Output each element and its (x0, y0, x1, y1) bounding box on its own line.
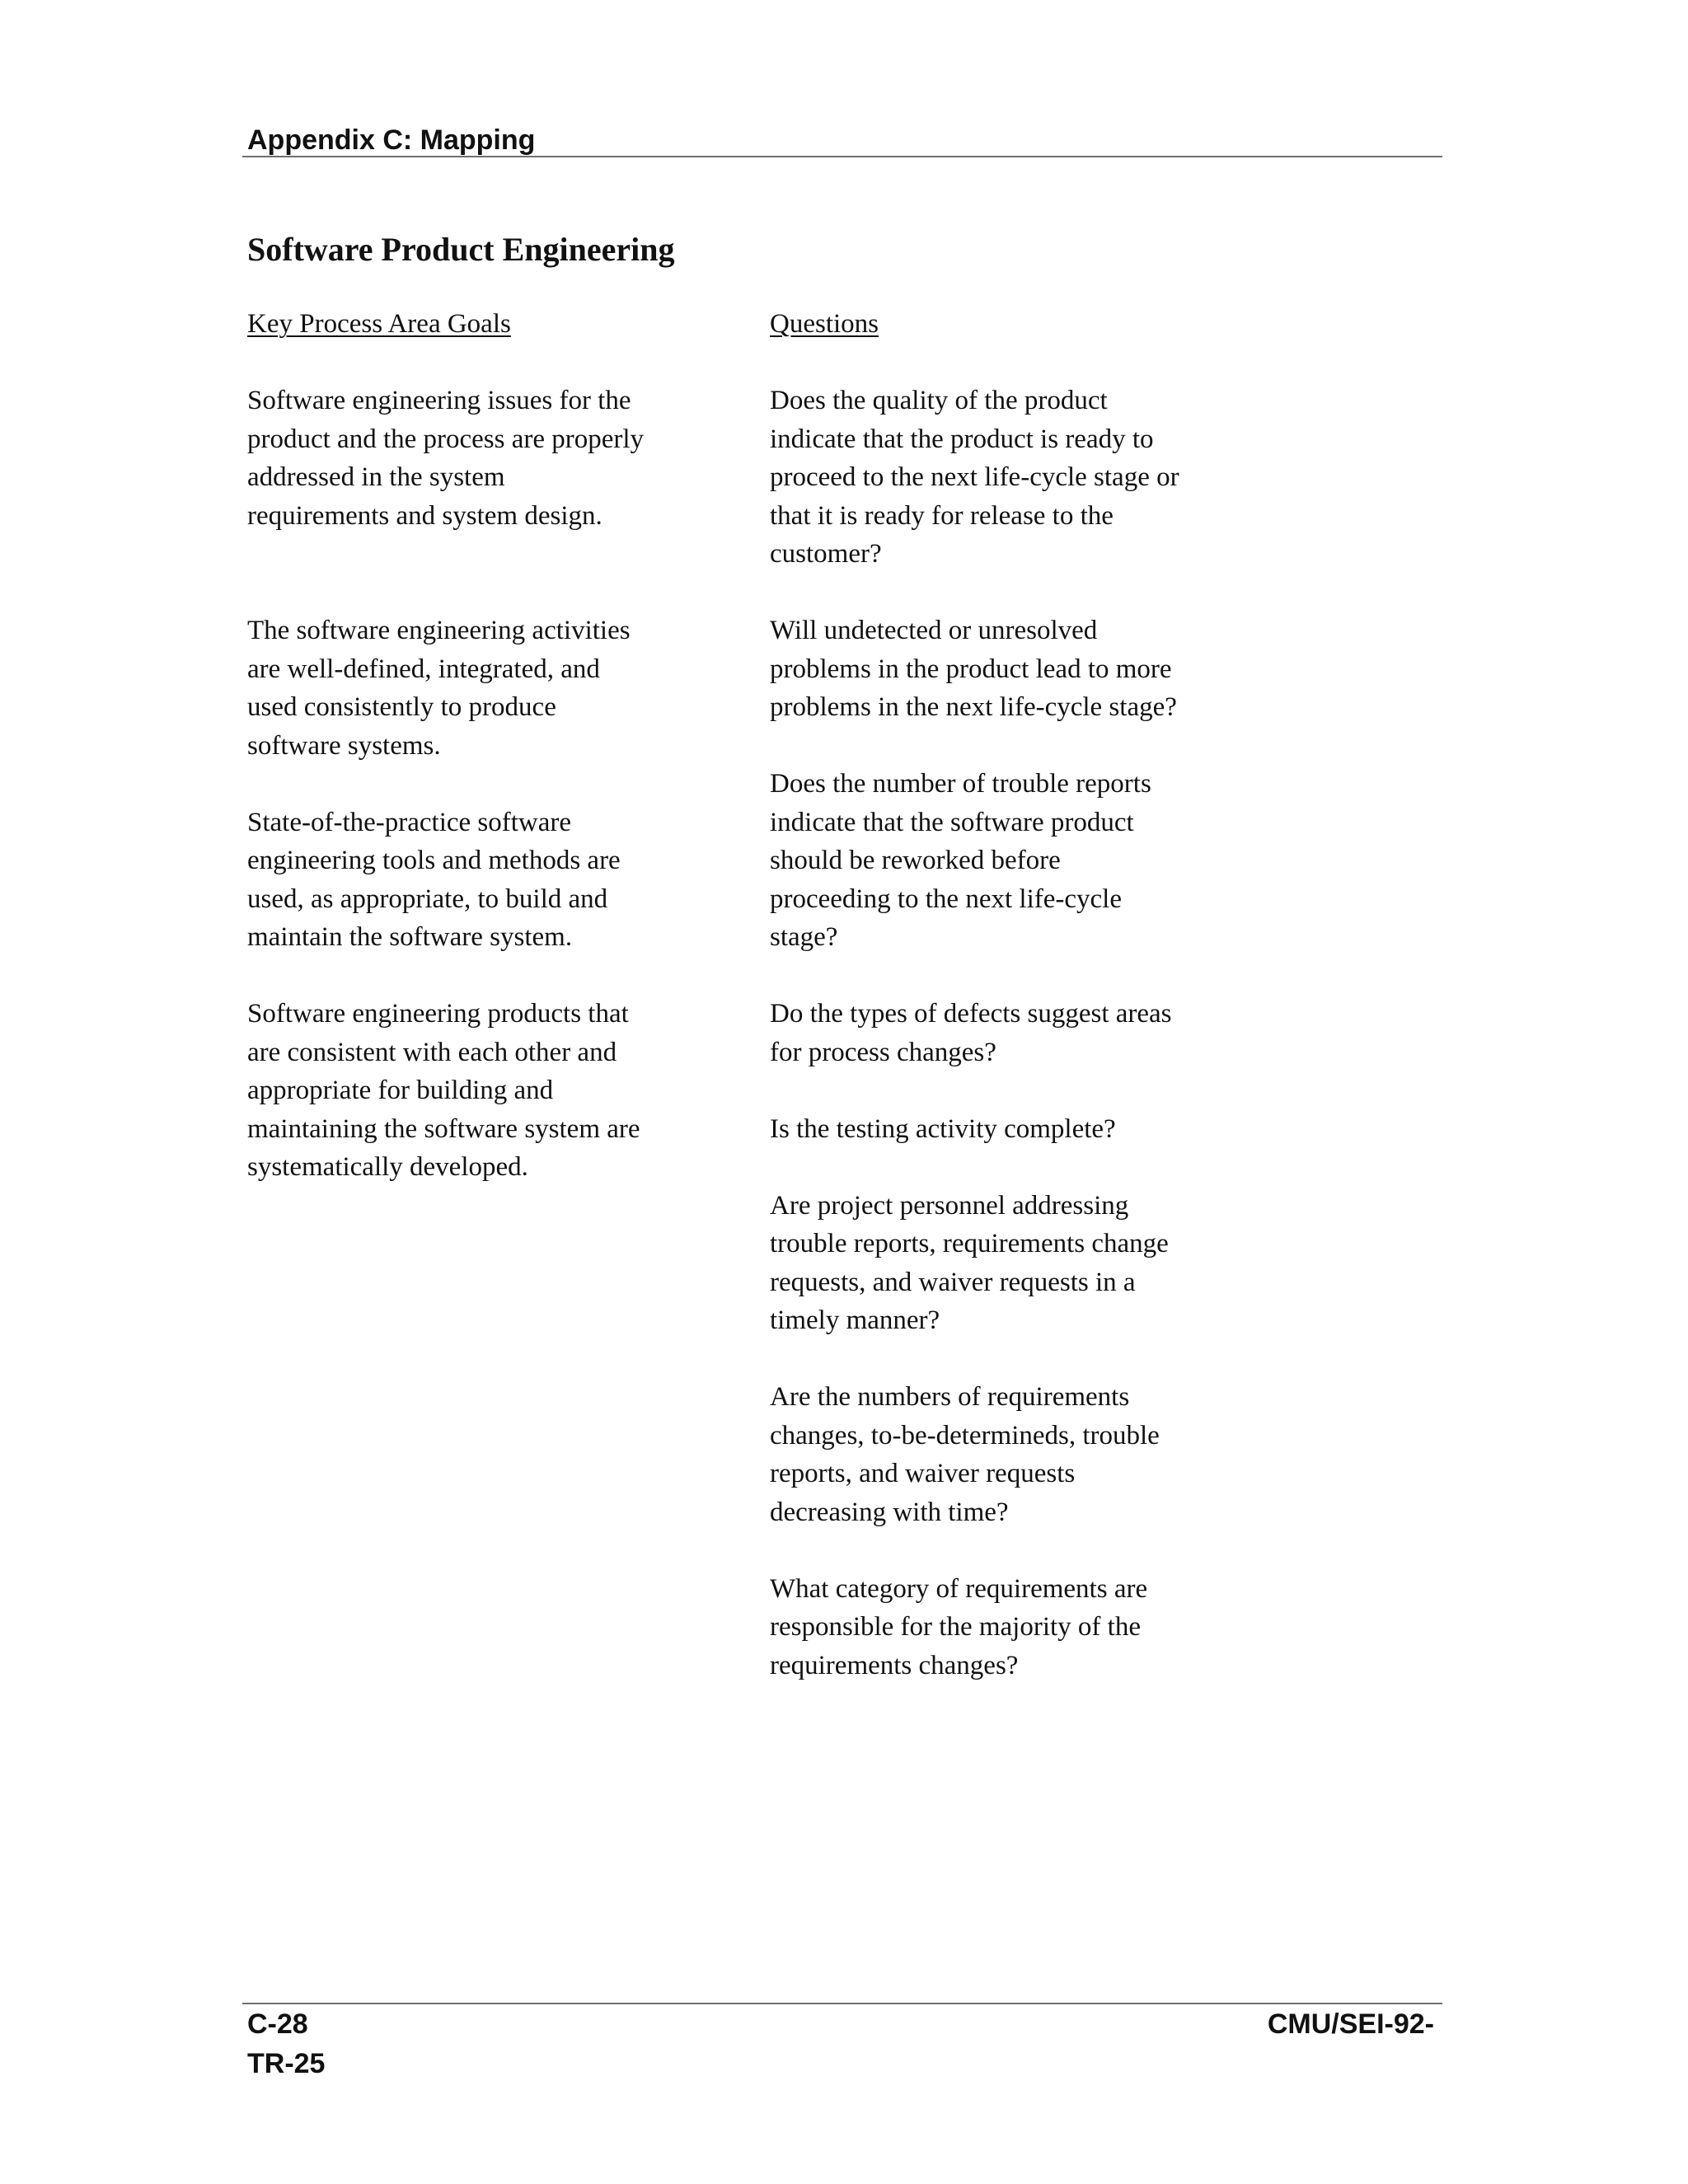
question-item: Will undetected or unresolved problems in the product lead to more problems in the next life-cycle stage? (770, 616, 1177, 722)
questions-column (770, 305, 1231, 1723)
goal-item: Software engineering issues for the product and the process are properly addressed in the system requirements and system design. (247, 386, 645, 531)
footer-rule (242, 2003, 1442, 2004)
section-title: Software Product Engineering (247, 231, 675, 268)
goals-column (247, 305, 709, 1225)
page-number: C-28 TR-25 (247, 2008, 326, 2079)
goal-item: State-of-the-practice software engineering tools and methods are used, as appropriate, to build and maintain the software system. (247, 807, 621, 952)
question-item: Is the testing activity complete? (770, 1113, 1116, 1144)
goal-item: The software engineering activities are well-defined, integrated, and used consistently to produce software systems. (247, 616, 631, 761)
header-rule (242, 156, 1442, 157)
report-id: CMU/SEI-92- (1267, 2008, 1434, 2040)
question-item: Do the types of defects suggest areas for process changes? (770, 999, 1172, 1067)
goal-item: Software engineering products that are consistent with each other and appropriate for building and maintaining the software system are systematically developed. (247, 999, 640, 1182)
question-item: Are the numbers of requirements changes, to-be-determineds, trouble reports, and waiver requests decreasing with time? (770, 1382, 1160, 1527)
questions-heading: Questions (770, 309, 879, 339)
question-item: What category of requirements are responsible for the majority of the requirements changes? (770, 1573, 1148, 1680)
question-item: Does the number of trouble reports indicate that the software product should be reworked before proceeding to the next life-cycle stage? (770, 769, 1151, 952)
question-item: Are project personnel addressing trouble reports, requirements change requests, and waiver requests in a timely manner? (770, 1190, 1169, 1335)
question-item: Does the quality of the product indicate that the product is ready to proceed to the next life-cycle stage or that it is ready for release to the customer? (770, 386, 1179, 569)
goals-heading: Key Process Area Goals (247, 309, 511, 339)
running-header: Appendix C: Mapping (247, 124, 536, 156)
